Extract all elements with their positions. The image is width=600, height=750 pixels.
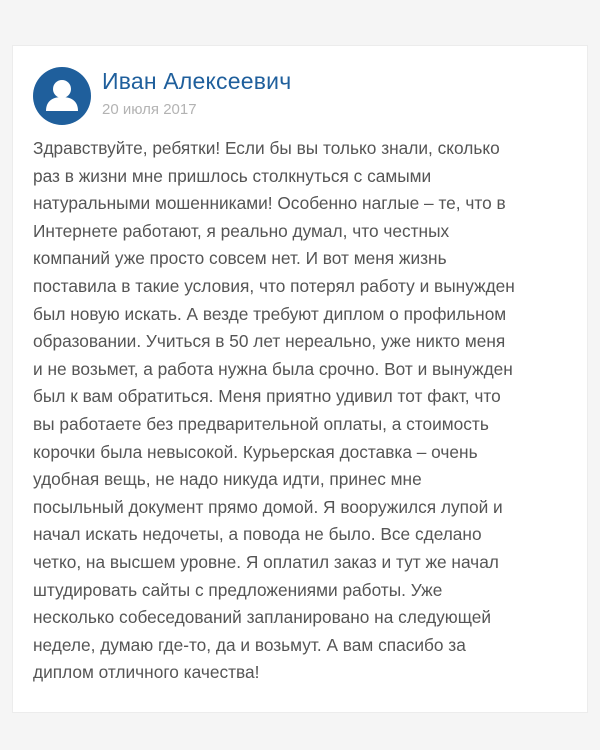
review-text-line: и не возьмет, а работа нужна была срочно. Вот и вынужден [33,358,513,379]
review-text-line: Здравствуйте, ребятки! Если бы вы только знали, сколько [33,138,500,158]
review-text-line: раз в жизни мне пришлось столкнуться с самыми [33,165,432,186]
review-text-line: натуральными мошенниками! Особенно наглые – те, что в [33,193,506,214]
review-text-line: вы работаете без предварительной оплаты, а стоимость [33,413,489,434]
review-text-line: был новую искать. А везде требуют диплом о профильном [33,303,507,324]
review-date: 20 июля 2017 [102,101,197,118]
review-text-line: поставила в такие условия, что потерял работу и вынужден [33,275,515,296]
review-text-line: посыльный документ прямо домой. Я вооружился лупой и [33,496,503,517]
review-text-line: несколько собеседований запланировано на следующей [33,607,492,628]
review-text-line: штудировать сайты с предложениями работы. Уже [33,579,443,600]
review-text-line: неделе, думаю где-то, да и возьмут. А вам спасибо за [33,634,466,655]
review-header [33,64,573,124]
user-icon [33,67,91,125]
review-text-line: четко, на высшем уровне. Я оплатил заказ и тут же начал [33,551,499,572]
author-name: Иван Алексеевич [102,68,292,94]
review-text-line: компаний уже просто совсем нет. И вот меня жизнь [33,248,447,269]
review-text-line: Интернете работают, я реально думал, что честных [33,220,450,241]
review-card [12,45,588,713]
review-text-line: образовании. Учиться в 50 лет нереально, уже никто меня [33,331,506,352]
review-text-line: корочки была невысокой. Курьерская доставка – очень [33,441,478,462]
review-text-line: удобная вещь, не надо никуда идти, принес мне [33,469,422,490]
review-text-line: был к вам обратиться. Меня приятно удивил тот факт, что [33,386,501,407]
review-text [33,135,578,687]
review-text-line: диплом отличного качества! [33,662,260,683]
review-text-line: начал искать недочеты, а повода не было. Все сделано [33,524,482,545]
avatar [33,67,91,125]
